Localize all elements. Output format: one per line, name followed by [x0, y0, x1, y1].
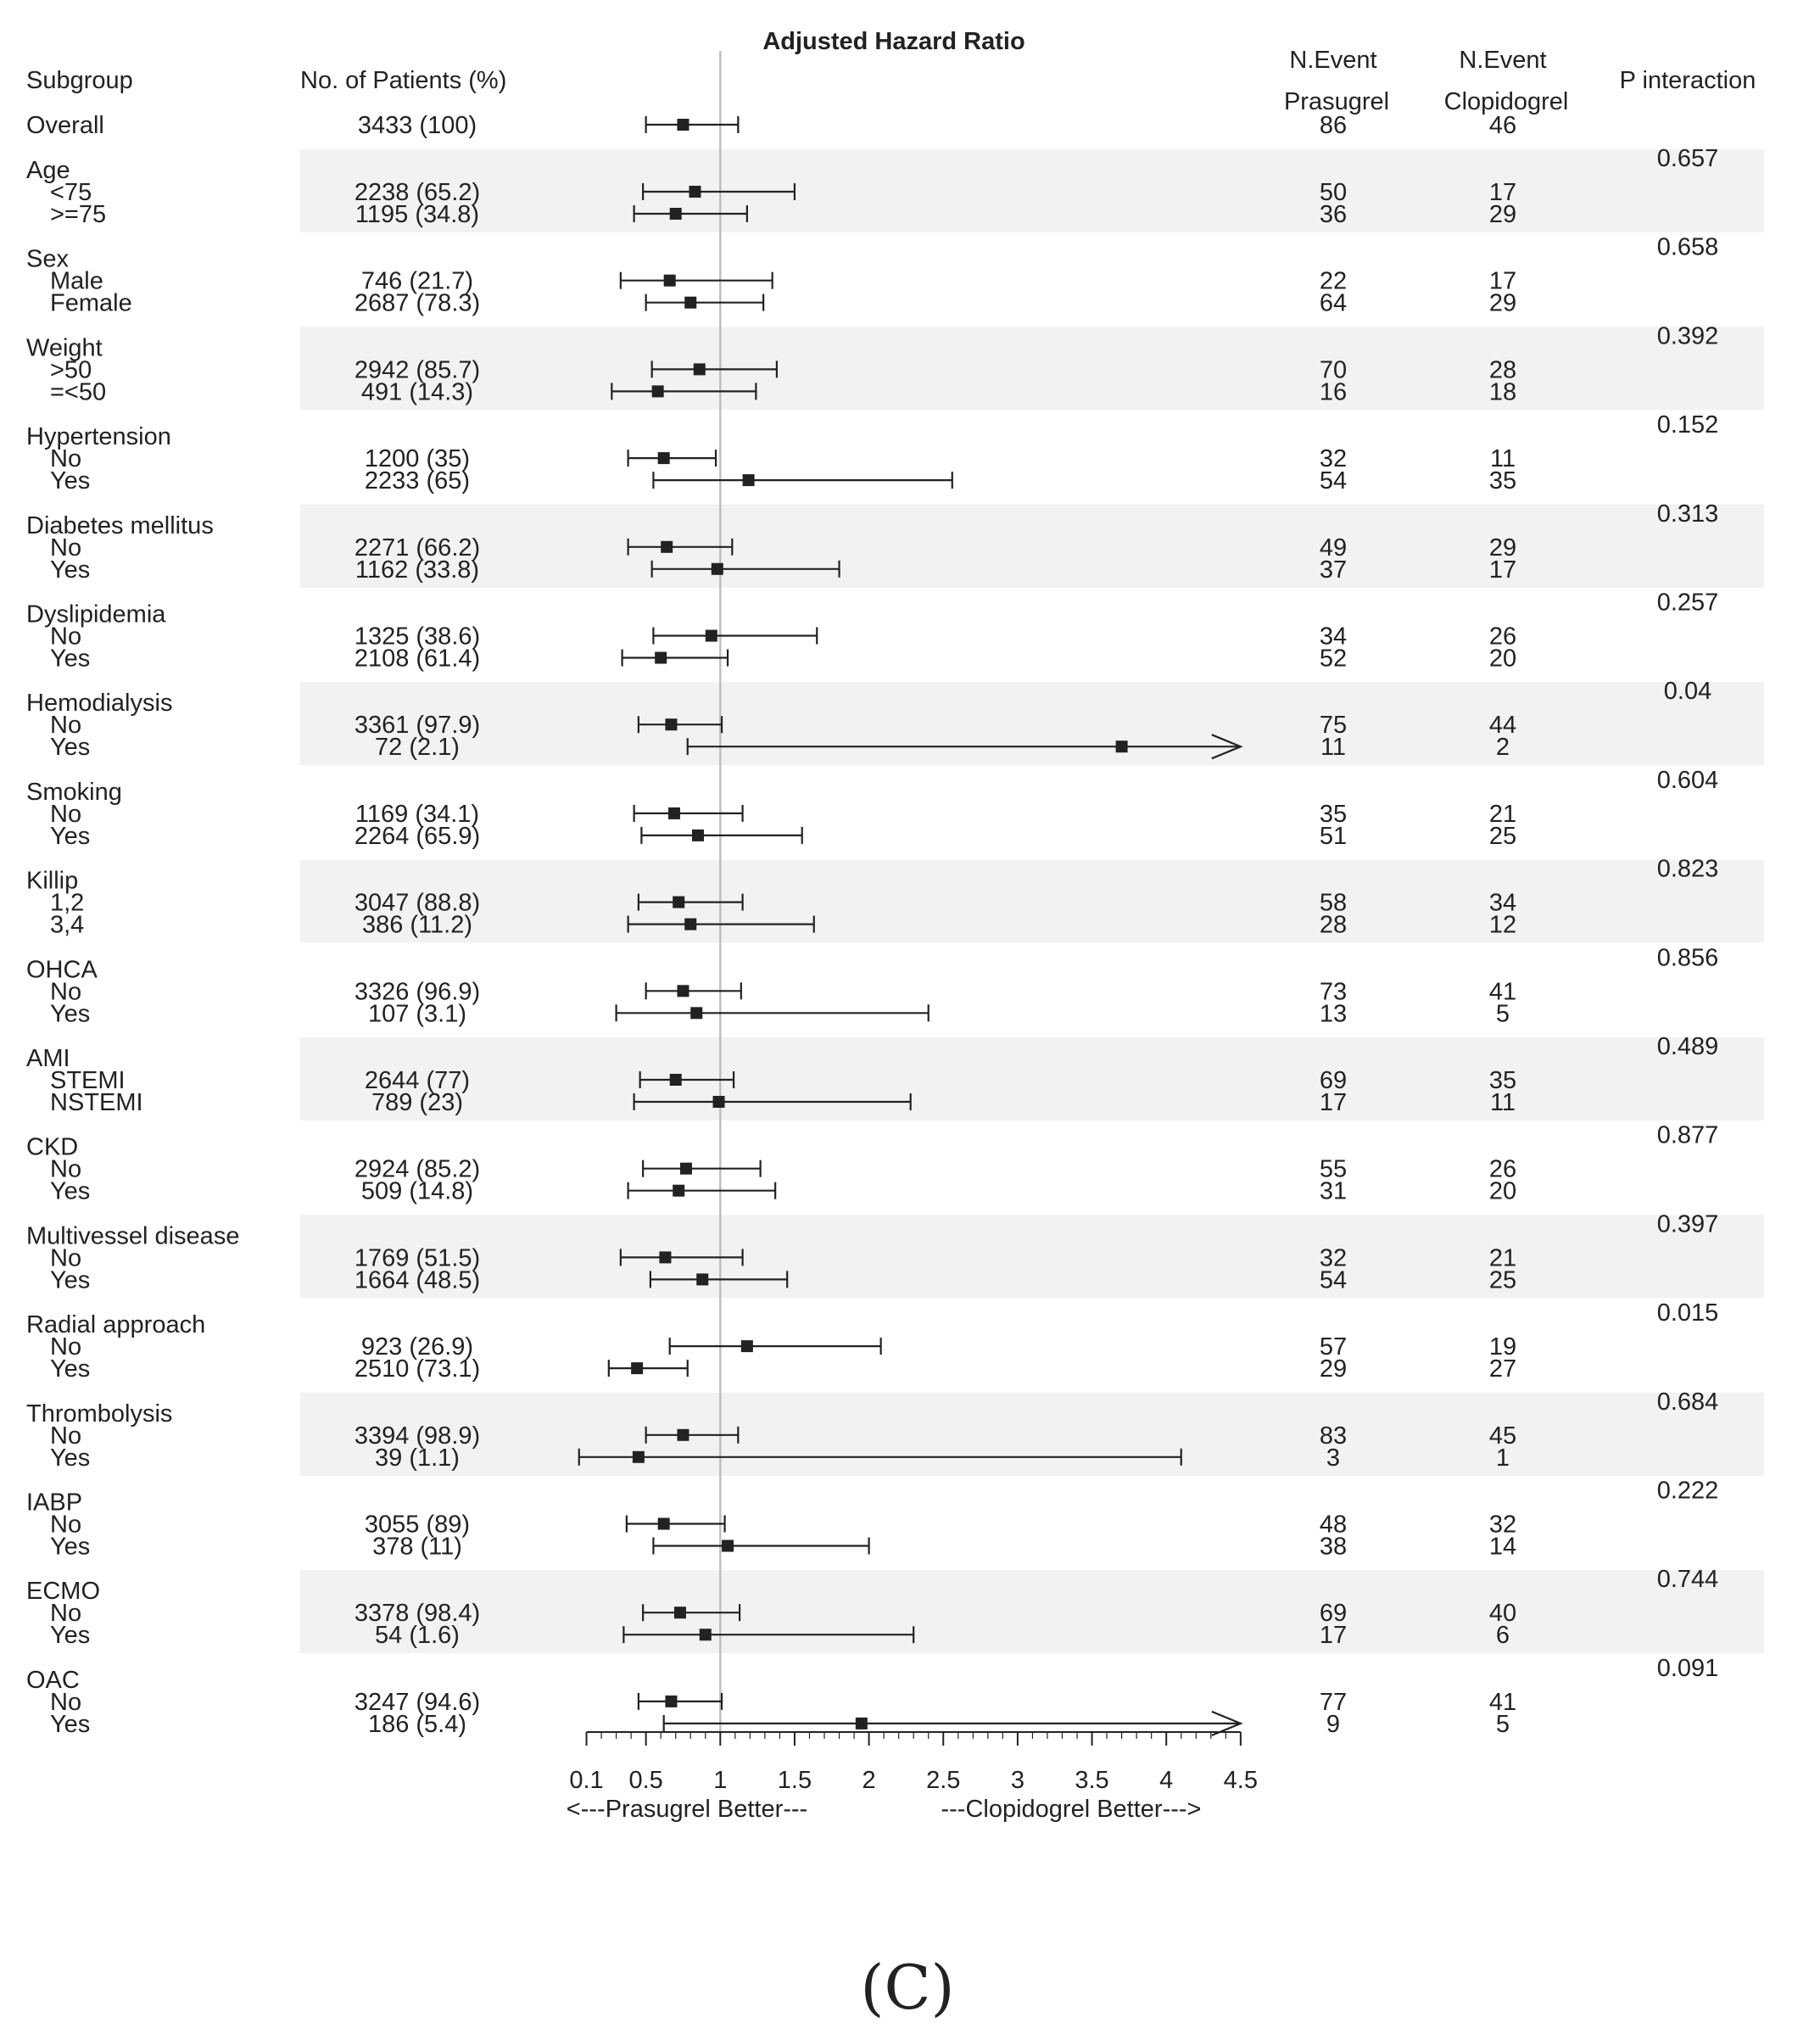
group-3-p-interaction: 0.392 [1656, 322, 1719, 350]
group-14-row-1-events-prasugrel: 57 [1319, 1333, 1348, 1361]
group-7-row-2-events-prasugrel: 11 [1320, 734, 1347, 762]
group-9-row-2-label: 3,4 [50, 911, 85, 939]
group-8-row-1-label: No [50, 800, 82, 828]
group-5-row-1-label: No [50, 534, 82, 562]
group-2-row-1-hr-point [664, 275, 676, 287]
group-4-row-1-label: No [50, 445, 82, 473]
group-10-row-2-label: Yes [50, 1000, 91, 1028]
chart-title: Adjusted Hazard Ratio [762, 28, 1025, 55]
group-14-row-2-label: Yes [50, 1355, 91, 1383]
group-17-row-2-hr-point [700, 1629, 712, 1640]
group-18-name: OAC [26, 1666, 80, 1694]
group-18-row-2-hr-point [856, 1718, 868, 1729]
group-17-row-1-events-clopidogrel: 40 [1488, 1600, 1517, 1628]
group-11-row-2-events-clopidogrel: 11 [1489, 1089, 1516, 1116]
header-subgroup: Subgroup [26, 67, 133, 94]
group-15-row-1-events-prasugrel: 83 [1319, 1422, 1348, 1450]
group-13-row-1-patients: 1769 (51.5) [354, 1244, 481, 1272]
group-18-row-2-events-prasugrel: 9 [1326, 1710, 1341, 1738]
group-2-row-1-label: Male [50, 267, 103, 295]
row-stripe [300, 327, 1764, 410]
overall-label: Overall [26, 112, 104, 139]
group-16-row-1-events-clopidogrel: 32 [1488, 1511, 1517, 1539]
group-5-row-2-patients: 1162 (33.8) [355, 556, 480, 584]
group-16-row-1-events-prasugrel: 48 [1319, 1511, 1348, 1539]
group-5-p-interaction: 0.313 [1656, 500, 1719, 528]
group-15-row-2-hr-point [633, 1451, 645, 1463]
group-10-row-2-patients: 107 (3.1) [367, 1000, 467, 1028]
group-12-row-2-patients: 509 (14.8) [360, 1177, 474, 1205]
group-15-row-2-events-clopidogrel: 1 [1495, 1444, 1510, 1472]
group-3-row-2-events-clopidogrel: 18 [1488, 378, 1517, 406]
group-13-row-1-events-prasugrel: 32 [1319, 1244, 1348, 1272]
group-9-p-interaction: 0.823 [1656, 855, 1719, 883]
group-11-row-2-label: NSTEMI [50, 1089, 143, 1116]
group-3-name: Weight [26, 334, 103, 362]
group-9-row-1-events-prasugrel: 58 [1319, 889, 1348, 917]
group-14-row-2-hr-point [631, 1362, 643, 1374]
group-14-row-1-patients: 923 (26.9) [360, 1333, 474, 1361]
group-4-row-1-hr-point [658, 452, 670, 464]
group-17-row-1-events-prasugrel: 69 [1319, 1600, 1348, 1628]
x-tick-label: 0.1 [569, 1767, 604, 1794]
group-11-row-1-events-clopidogrel: 35 [1488, 1067, 1517, 1094]
group-14-row-2-events-prasugrel: 29 [1319, 1355, 1348, 1383]
header-prasugrel: Prasugrel [1283, 88, 1390, 115]
group-5-row-2-label: Yes [50, 556, 91, 584]
axis-left-label: <---Prasugrel Better--- [566, 1796, 808, 1823]
group-18-row-1-events-prasugrel: 77 [1319, 1688, 1348, 1716]
group-14-name: Radial approach [26, 1311, 206, 1339]
group-5-row-1-events-clopidogrel: 29 [1488, 534, 1517, 562]
x-tick-label: 2.5 [926, 1767, 961, 1794]
group-15-row-1-label: No [50, 1422, 82, 1450]
group-12-row-1-events-clopidogrel: 26 [1488, 1155, 1517, 1183]
group-9-row-2-events-prasugrel: 28 [1319, 911, 1348, 939]
group-1-name: Age [26, 157, 70, 184]
group-4-row-2-events-clopidogrel: 35 [1488, 467, 1517, 495]
group-7-row-1-events-prasugrel: 75 [1319, 712, 1348, 740]
group-4-row-2-hr-point [743, 474, 755, 486]
group-2-row-2-label: Female [50, 289, 132, 317]
x-tick-label: 3.5 [1075, 1767, 1109, 1794]
group-11-row-1-label: STEMI [50, 1067, 126, 1094]
group-11-p-interaction: 0.489 [1656, 1033, 1719, 1060]
group-4-row-2-patients: 2233 (65) [364, 467, 471, 495]
group-1-row-2-hr-point [670, 208, 682, 220]
group-2-name: Sex [26, 245, 69, 273]
group-10-row-1-patients: 3326 (96.9) [354, 978, 481, 1006]
x-tick-label: 1 [713, 1767, 728, 1794]
group-17-row-1-label: No [50, 1600, 82, 1628]
group-10-p-interaction: 0.856 [1656, 944, 1719, 972]
group-17-row-2-events-clopidogrel: 6 [1495, 1622, 1510, 1650]
group-2-p-interaction: 0.658 [1656, 233, 1719, 261]
group-7-row-1-events-clopidogrel: 44 [1488, 712, 1517, 740]
group-18-row-2-events-clopidogrel: 5 [1495, 1710, 1510, 1738]
group-12-p-interaction: 0.877 [1656, 1121, 1719, 1149]
group-13-row-2-events-prasugrel: 54 [1319, 1266, 1348, 1294]
header-event-top-a: N.Event [1289, 47, 1377, 74]
group-7-row-2-label: Yes [50, 734, 91, 762]
group-15-row-2-events-prasugrel: 3 [1326, 1444, 1341, 1472]
group-16-row-2-patients: 378 (11) [372, 1533, 462, 1561]
group-3-row-1-hr-point [694, 363, 706, 375]
group-6-row-2-events-prasugrel: 52 [1319, 645, 1348, 673]
group-1-row-2-events-prasugrel: 36 [1319, 201, 1348, 228]
x-tick-label: 2 [862, 1767, 876, 1794]
group-3-row-2-hr-point [652, 385, 664, 397]
group-8-row-2-events-prasugrel: 51 [1319, 822, 1348, 850]
group-6-row-1-events-clopidogrel: 26 [1488, 623, 1517, 651]
group-9-row-1-label: 1,2 [50, 889, 85, 917]
group-2-row-2-events-prasugrel: 64 [1319, 289, 1348, 317]
group-18-row-1-events-clopidogrel: 41 [1488, 1688, 1517, 1716]
group-15-p-interaction: 0.684 [1656, 1388, 1719, 1416]
group-5-row-1-events-prasugrel: 49 [1319, 534, 1348, 562]
group-16-row-2-label: Yes [50, 1533, 91, 1561]
group-8-row-2-patients: 2264 (65.9) [354, 822, 481, 850]
x-tick-label: 1.5 [777, 1767, 812, 1794]
group-7-row-1-label: No [50, 712, 82, 740]
group-13-row-1-label: No [50, 1244, 82, 1272]
x-tick-label: 0.5 [628, 1767, 663, 1794]
group-2-row-1-events-prasugrel: 22 [1319, 267, 1348, 295]
group-3-row-1-patients: 2942 (85.7) [354, 356, 481, 384]
group-11-name: AMI [26, 1045, 70, 1072]
group-17-row-2-events-prasugrel: 17 [1319, 1622, 1348, 1650]
group-16-row-2-hr-point [722, 1540, 734, 1552]
group-18-p-interaction: 0.091 [1656, 1654, 1719, 1682]
group-16-p-interaction: 0.222 [1656, 1477, 1719, 1505]
group-6-p-interaction: 0.257 [1656, 589, 1719, 617]
x-tick-label: 3 [1010, 1767, 1024, 1794]
group-18-row-1-patients: 3247 (94.6) [354, 1688, 481, 1716]
group-17-row-1-hr-point [674, 1607, 686, 1618]
group-1-row-1-events-clopidogrel: 17 [1488, 179, 1517, 206]
group-4-row-1-events-clopidogrel: 11 [1489, 445, 1516, 473]
group-10-row-2-events-clopidogrel: 5 [1495, 1000, 1510, 1028]
group-12-row-1-hr-point [680, 1163, 692, 1175]
group-15-row-2-label: Yes [50, 1444, 91, 1472]
group-13-row-2-hr-point [696, 1273, 708, 1285]
overall-hr-point [677, 119, 689, 131]
group-18-row-1-label: No [50, 1688, 82, 1716]
group-5-name: Diabetes mellitus [26, 511, 214, 539]
row-stripes [300, 149, 1764, 1653]
group-3-row-2-events-prasugrel: 16 [1319, 378, 1348, 406]
group-7-row-2-events-clopidogrel: 2 [1495, 734, 1510, 762]
group-16-row-1-hr-point [658, 1518, 670, 1530]
group-8-row-1-events-prasugrel: 35 [1319, 800, 1348, 828]
group-17-row-1-patients: 3378 (98.4) [354, 1600, 481, 1628]
group-5-row-2-hr-point [712, 563, 723, 575]
group-10-row-2-events-prasugrel: 13 [1319, 1000, 1348, 1028]
group-1-row-1-events-prasugrel: 50 [1319, 179, 1348, 206]
group-4-row-2-events-prasugrel: 54 [1319, 467, 1348, 495]
group-14-row-1-label: No [50, 1333, 82, 1361]
group-12-row-1-label: No [50, 1155, 82, 1183]
group-12-row-1-events-prasugrel: 55 [1319, 1155, 1348, 1183]
group-7-row-1-patients: 3361 (97.9) [354, 712, 481, 740]
group-1-row-2-events-clopidogrel: 29 [1488, 201, 1517, 228]
header-event-top-b: N.Event [1459, 47, 1547, 74]
group-14-row-1-hr-point [741, 1340, 753, 1352]
group-1-row-1-label: <75 [50, 179, 92, 206]
group-16-row-2-events-clopidogrel: 14 [1488, 1533, 1517, 1561]
group-10-row-1-events-prasugrel: 73 [1319, 978, 1348, 1006]
group-11-row-2-events-prasugrel: 17 [1319, 1089, 1348, 1116]
x-tick-label: 4 [1159, 1767, 1174, 1794]
group-12-row-2-events-prasugrel: 31 [1319, 1177, 1348, 1205]
group-6-row-2-events-clopidogrel: 20 [1488, 645, 1517, 673]
group-13-row-2-patients: 1664 (48.5) [354, 1266, 481, 1294]
group-13-p-interaction: 0.397 [1656, 1210, 1719, 1238]
group-6-row-2-hr-point [655, 652, 667, 664]
group-9-row-1-events-clopidogrel: 34 [1488, 889, 1517, 917]
row-stripe [300, 1570, 1764, 1653]
group-9-name: Killip [26, 867, 79, 895]
group-8-name: Smoking [26, 778, 122, 806]
group-8-row-2-hr-point [692, 830, 704, 841]
group-11-row-1-events-prasugrel: 69 [1319, 1067, 1348, 1094]
group-6-row-2-label: Yes [50, 645, 91, 673]
group-13-row-1-hr-point [659, 1251, 671, 1263]
overall-events-clopidogrel: 46 [1488, 112, 1517, 139]
group-11-row-2-hr-point [713, 1096, 725, 1108]
group-17-name: ECMO [26, 1578, 100, 1606]
group-9-row-2-hr-point [684, 919, 696, 930]
group-18-row-2-label: Yes [50, 1710, 91, 1738]
row-stripe [300, 1215, 1764, 1298]
group-5-row-2-events-prasugrel: 37 [1319, 556, 1348, 584]
group-4-row-2-label: Yes [50, 467, 91, 495]
group-7-row-1-hr-point [665, 718, 677, 730]
group-17-row-2-patients: 54 (1.6) [375, 1622, 460, 1650]
group-6-row-1-hr-point [706, 630, 717, 642]
group-6-row-2-patients: 2108 (61.4) [354, 645, 481, 673]
group-7-name: Hemodialysis [26, 690, 173, 718]
group-3-row-1-events-prasugrel: 70 [1319, 356, 1348, 384]
group-3-row-2-label: =<50 [50, 378, 107, 406]
group-6-row-1-patients: 1325 (38.6) [354, 623, 481, 651]
group-9-row-2-patients: 386 (11.2) [361, 911, 473, 939]
group-1-row-1-hr-point [689, 186, 701, 198]
group-2-row-1-events-clopidogrel: 17 [1488, 267, 1517, 295]
group-2-row-2-events-clopidogrel: 29 [1488, 289, 1517, 317]
group-6-row-1-label: No [50, 623, 82, 651]
group-16-row-1-label: No [50, 1511, 82, 1539]
group-4-row-1-patients: 1200 (35) [364, 445, 471, 473]
group-8-p-interaction: 0.604 [1656, 766, 1719, 794]
group-12-row-1-patients: 2924 (85.2) [354, 1155, 481, 1183]
row-stripe [300, 149, 1764, 232]
header-p-interaction: P interaction [1619, 67, 1756, 94]
group-9-row-1-patients: 3047 (88.8) [354, 889, 481, 917]
group-9-row-1-hr-point [673, 897, 684, 908]
group-3-row-1-events-clopidogrel: 28 [1488, 356, 1517, 384]
group-8-row-1-patients: 1169 (34.1) [355, 800, 480, 828]
group-1-p-interaction: 0.657 [1656, 145, 1719, 172]
group-6-name: Dyslipidemia [26, 601, 166, 629]
group-16-row-1-patients: 3055 (89) [364, 1511, 471, 1539]
group-1-row-2-label: >=75 [50, 201, 107, 228]
x-axis [569, 1732, 1258, 1794]
group-15-row-1-patients: 3394 (98.9) [354, 1422, 481, 1450]
group-13-name: Multivessel disease [26, 1222, 240, 1250]
group-4-name: Hypertension [26, 423, 171, 451]
group-8-row-1-events-clopidogrel: 21 [1488, 800, 1517, 828]
group-6-row-1-events-prasugrel: 34 [1319, 623, 1348, 651]
group-8-row-2-label: Yes [50, 822, 91, 850]
group-13-row-2-events-clopidogrel: 25 [1488, 1266, 1517, 1294]
group-9-row-2-events-clopidogrel: 12 [1488, 911, 1517, 939]
group-13-row-1-events-clopidogrel: 21 [1488, 1244, 1517, 1272]
group-7-row-2-patients: 72 (2.1) [375, 734, 460, 762]
group-8-row-2-events-clopidogrel: 25 [1488, 822, 1517, 850]
overall-patients: 3433 (100) [357, 112, 477, 139]
group-4-row-1-events-prasugrel: 32 [1319, 445, 1348, 473]
group-10-row-1-label: No [50, 978, 82, 1006]
group-11-row-1-patients: 2644 (77) [364, 1067, 471, 1094]
group-3-row-1-label: >50 [50, 356, 92, 384]
group-2-row-1-patients: 746 (21.7) [360, 267, 474, 295]
group-15-name: Thrombolysis [26, 1400, 173, 1428]
group-10-row-1-hr-point [677, 985, 689, 997]
group-1-row-1-patients: 2238 (65.2) [354, 179, 481, 206]
overall-events-prasugrel: 86 [1319, 112, 1348, 139]
group-1-row-2-patients: 1195 (34.8) [355, 201, 480, 228]
group-14-p-interaction: 0.015 [1656, 1299, 1719, 1327]
group-5-row-1-patients: 2271 (66.2) [354, 534, 481, 562]
group-4-p-interaction: 0.152 [1656, 411, 1719, 439]
group-12-row-2-events-clopidogrel: 20 [1488, 1177, 1517, 1205]
group-12-row-2-hr-point [673, 1185, 684, 1197]
header-clopidogrel: Clopidogrel [1443, 88, 1569, 115]
group-16-row-2-events-prasugrel: 38 [1319, 1533, 1348, 1561]
group-8-row-1-hr-point [668, 807, 680, 819]
group-11-row-2-patients: 789 (23) [371, 1089, 464, 1116]
group-7-p-interaction: 0.04 [1663, 678, 1712, 706]
group-18-row-1-hr-point [665, 1696, 677, 1707]
group-16-name: IABP [26, 1489, 83, 1517]
group-18-row-2-patients: 186 (5.4) [367, 1710, 467, 1738]
group-5-row-2-events-clopidogrel: 17 [1488, 556, 1517, 584]
row-stripe [300, 1037, 1764, 1120]
group-10-name: OHCA [26, 956, 98, 984]
group-7-row-2-hr-point [1116, 740, 1128, 752]
group-5-row-1-hr-point [661, 541, 673, 553]
group-17-row-2-label: Yes [50, 1622, 91, 1650]
group-15-row-1-events-clopidogrel: 45 [1488, 1422, 1517, 1450]
group-3-row-2-patients: 491 (14.3) [360, 378, 474, 406]
group-12-name: CKD [26, 1133, 79, 1161]
row-stripe [300, 1393, 1764, 1476]
group-2-row-2-patients: 2687 (78.3) [354, 289, 481, 317]
row-stripe [300, 860, 1764, 943]
group-15-row-1-hr-point [677, 1429, 689, 1441]
row-stripe [300, 505, 1764, 588]
panel-label: (C) [860, 1952, 955, 2023]
header-patients: No. of Patients (%) [300, 67, 507, 94]
x-tick-label: 4.5 [1223, 1767, 1259, 1794]
group-14-row-2-events-clopidogrel: 27 [1488, 1355, 1517, 1383]
group-12-row-2-label: Yes [50, 1177, 91, 1205]
group-10-row-1-events-clopidogrel: 41 [1488, 978, 1517, 1006]
group-14-row-2-patients: 2510 (73.1) [354, 1355, 481, 1383]
group-13-row-2-label: Yes [50, 1266, 91, 1294]
group-15-row-2-patients: 39 (1.1) [375, 1444, 460, 1472]
axis-right-label: ---Clopidogrel Better---> [941, 1796, 1202, 1823]
group-17-p-interaction: 0.744 [1656, 1566, 1719, 1594]
group-10-row-2-hr-point [690, 1007, 702, 1019]
row-stripe [300, 682, 1764, 765]
group-11-row-1-hr-point [670, 1074, 682, 1086]
group-14-row-1-events-clopidogrel: 19 [1488, 1333, 1517, 1361]
group-2-row-2-hr-point [684, 297, 696, 309]
